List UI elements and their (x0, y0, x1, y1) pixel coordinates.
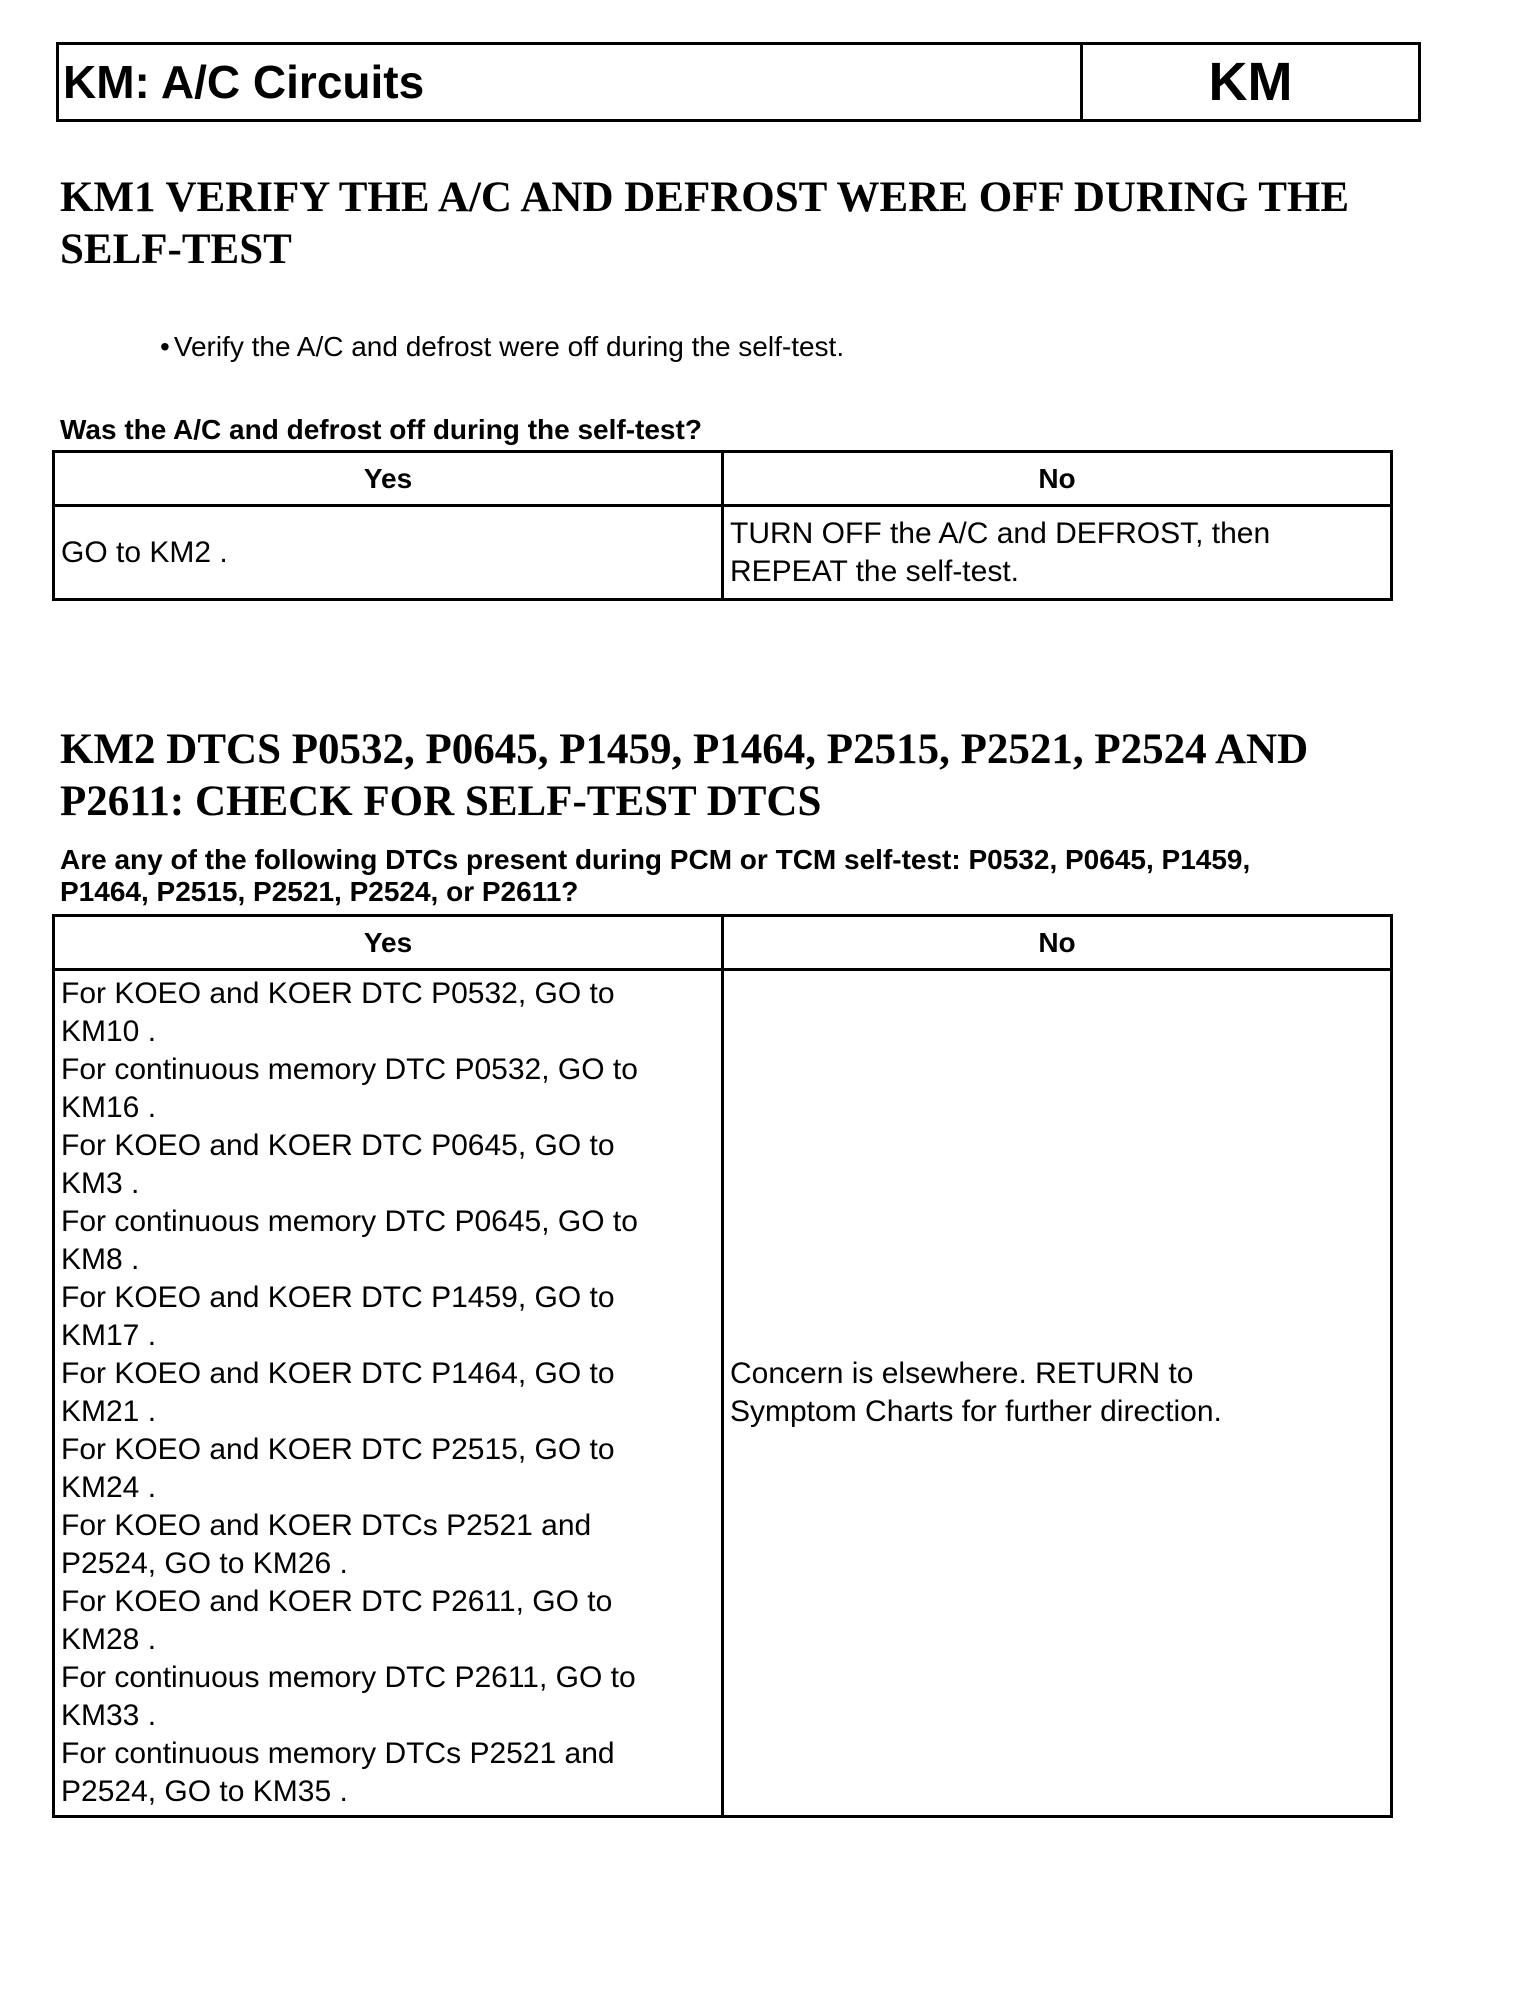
km2-yes-cell (54, 970, 723, 1817)
km1-heading-line1: KM1 VERIFY THE A/C AND DEFROST WERE OFF DURING THE (60, 174, 1350, 221)
bullet-icon: • (160, 331, 170, 362)
km2-yes-line: For KOEO and KOER DTC P2515, GO to (61, 1433, 615, 1466)
km2-yes-line: For KOEO and KOER DTC P0645, GO to (61, 1129, 615, 1162)
km2-yes-line: KM16 . (61, 1091, 157, 1124)
km2-yes-line: KM10 . (61, 1015, 157, 1048)
km2-yes-line: KM33 . (61, 1699, 157, 1732)
table-row (54, 506, 1392, 600)
km2-heading (60, 724, 1480, 828)
km2-no-line1: Concern is elsewhere. RETURN to (730, 1357, 1194, 1390)
yes-header: Yes (54, 916, 723, 970)
section-code: KM (1208, 52, 1293, 112)
km2-yes-line: KM8 . (61, 1243, 140, 1276)
km2-yes-line: P2524, GO to KM35 . (61, 1775, 348, 1808)
km2-yes-line: For KOEO and KOER DTC P1464, GO to (61, 1357, 615, 1390)
km2-yes-line: For KOEO and KOER DTC P0532, GO to (61, 977, 615, 1010)
km1-bullet (160, 330, 844, 364)
km2-no-cell (723, 970, 1392, 1817)
km2-yes-line: P2524, GO to KM26 . (61, 1547, 348, 1580)
km2-question-line2: P1464, P2515, P2521, P2524, or P2611? (60, 876, 579, 907)
no-header: No (723, 916, 1392, 970)
km2-yes-line: KM24 . (61, 1471, 157, 1504)
km2-yes-line: KM17 . (61, 1319, 157, 1352)
km1-no-line2: REPEAT the self-test. (730, 554, 1019, 588)
page-header (56, 42, 1421, 122)
km2-heading-line2: P2611: CHECK FOR SELF-TEST DTCS (60, 778, 822, 825)
km1-heading-line2: SELF-TEST (60, 226, 292, 273)
km2-table (52, 914, 1393, 1818)
km2-no-line2: Symptom Charts for further direction. (730, 1395, 1222, 1428)
table-header-row (54, 452, 1392, 506)
km2-question (60, 844, 1480, 908)
km2-yes-line: For continuous memory DTC P0532, GO to (61, 1053, 638, 1086)
km1-table (52, 450, 1393, 601)
km2-yes-line: For KOEO and KOER DTC P2611, GO to (61, 1585, 613, 1618)
km2-yes-line: For KOEO and KOER DTCs P2521 and (61, 1509, 592, 1542)
km2-yes-line: KM28 . (61, 1623, 157, 1656)
km2-yes-line: For KOEO and KOER DTC P1459, GO to (61, 1281, 615, 1314)
km2-yes-line: For continuous memory DTC P2611, GO to (61, 1661, 636, 1694)
km1-no-line1: TURN OFF the A/C and DEFROST, then (730, 516, 1271, 550)
km1-yes-text: GO to KM2 . (61, 535, 228, 569)
km2-question-line1: Are any of the following DTCs present during PCM or TCM self-test: P0532, P0645, P1459, (60, 844, 1251, 875)
km1-bullet-text: Verify the A/C and defrost were off during the self-test. (173, 331, 845, 362)
km1-yes-cell (54, 506, 723, 600)
table-row (54, 970, 1392, 1817)
km2-heading-line1: KM2 DTCS P0532, P0645, P1459, P1464, P2515, P2521, P2524 AND (60, 726, 1309, 773)
km2-yes-line: For continuous memory DTCs P2521 and (61, 1737, 615, 1770)
km1-heading (60, 172, 1480, 276)
page-title: KM: A/C Circuits (59, 45, 1083, 119)
km1-question: Was the A/C and defrost off during the self-test? (60, 414, 702, 445)
km2-yes-line: For continuous memory DTC P0645, GO to (61, 1205, 638, 1238)
no-header: No (723, 452, 1392, 506)
km2-yes-line: KM21 . (61, 1395, 157, 1428)
km1-no-cell (723, 506, 1392, 600)
km2-yes-line: KM3 . (61, 1167, 140, 1200)
table-header-row (54, 916, 1392, 970)
yes-header: Yes (54, 452, 723, 506)
